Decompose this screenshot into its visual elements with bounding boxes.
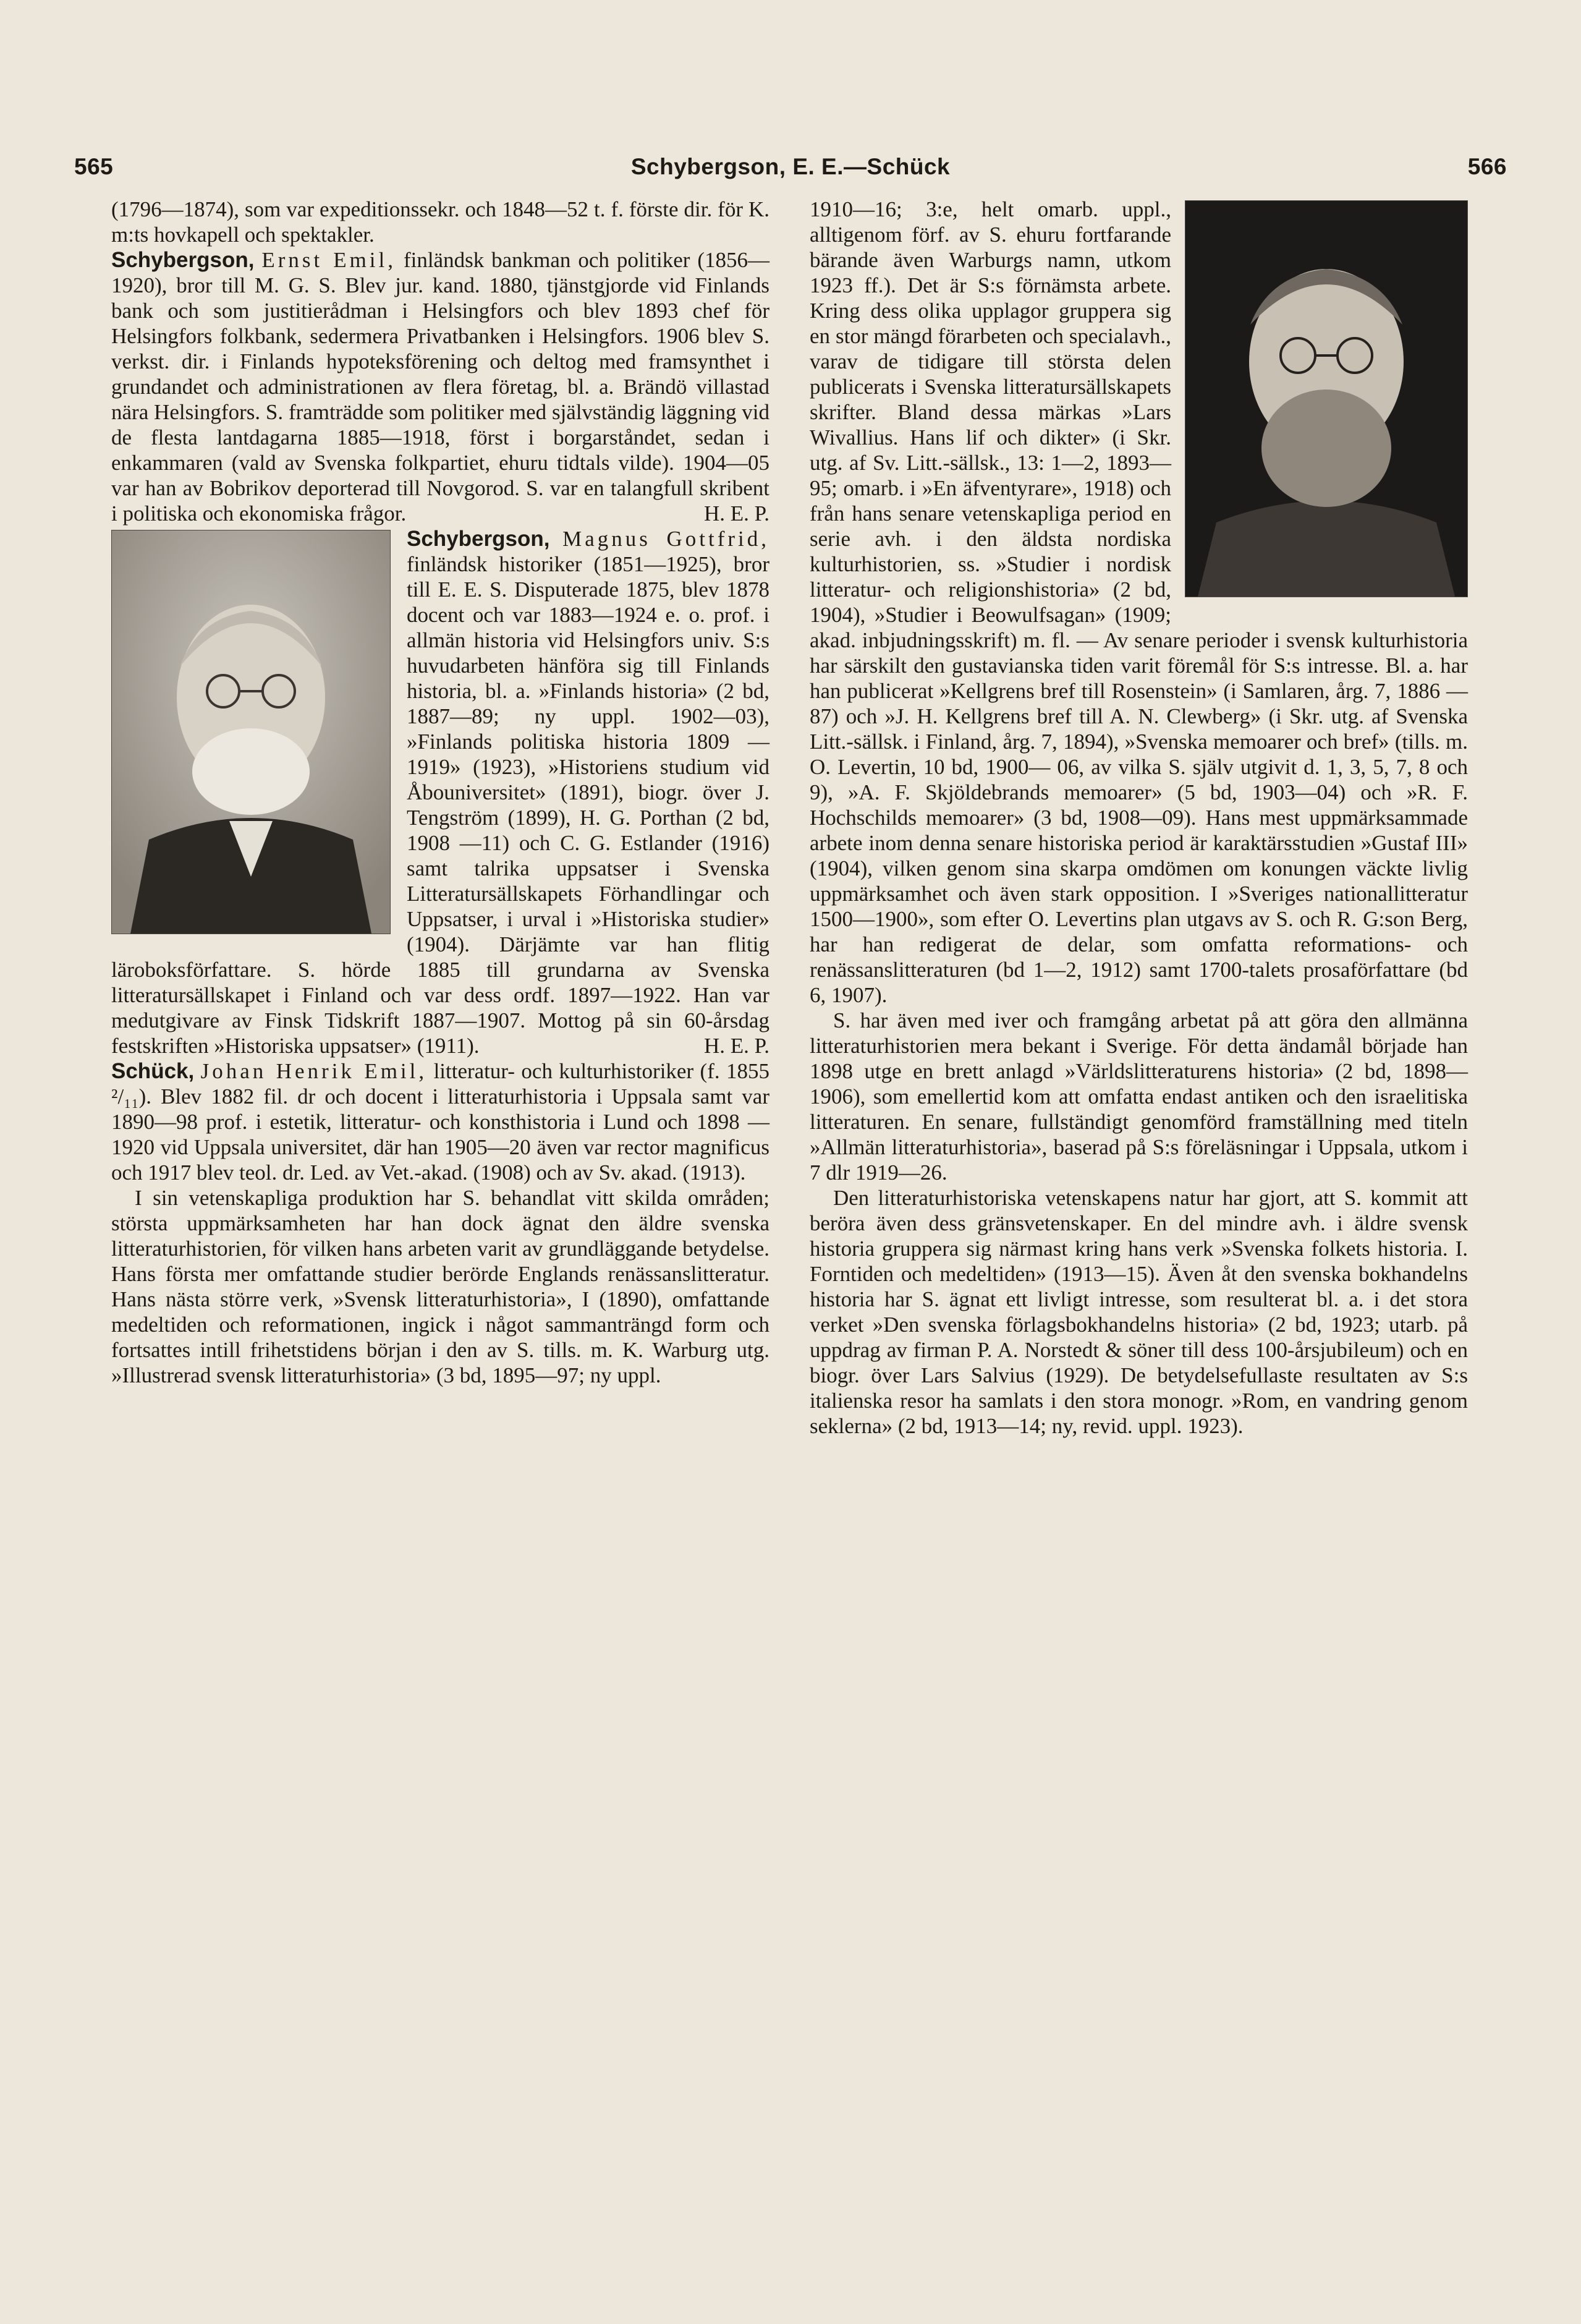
right-column [810,197,1468,1439]
paragraph: Den litteraturhistoriska vetenskapens natur har gjort, att S. kommit att beröra även dess gränsvetenskaper. En del mindre avh. i äldre svensk historia gruppera sig närmast kring hans verk »Svenska folkets historia. I. Forntiden och medeltiden» (1913—15). Även åt den svenska bokhandelns historia har S. ägnat ett livligt intresse, som resulterat bl. a. i det stora verket »Den svenska förlagsbokhandelns historia» (2 bd, 1923; utarb. på uppdrag av firman P. A. Norstedt & söner till dess 100-årsjubileum) och en biogr. över Lars Salvius (1929). De betydelsefullaste resultaten av S:s italienska resor ha samlats i den stora monogr. »Rom, en vandring genom seklerna» (2 bd, 1913—14; ny, revid. uppl. 1923). [810,1186,1468,1438]
paragraph: S. har även med iver och framgång arbetat på att göra den allmänna litteraturhistorien mera bekant i Sverige. För detta ändamål började han 1898 utge en brett anlagd »Världslitteraturens historia» (2 bd, 1898—1906), som emellertid kom att omfatta endast antiken och den israelitiska litteraturen. En senare, fullständigt genomförd framställning med titeln »Allmän litteraturhistoria», baserad på S:s föreläsningar i Uppsala, utkom i 7 dlr 1919—26. [810,1008,1468,1185]
portrait-photo-henrik-schuck [1185,200,1468,597]
entry-given-names: Johan Henrik Emil, [200,1059,428,1083]
entry-headword: Schybergson, [111,248,255,272]
continued-paragraph [810,197,1468,1008]
portrait-image [1185,201,1467,597]
running-title: Schybergson, E. E.—Schück [630,154,951,179]
author-signature: H. E. P. [704,501,769,526]
entry-ernst-emil [111,247,769,526]
entry-body: litteratur- och kulturhistoriker (f. 1855 ²/₁₁). Blev 1882 fil. dr och docent i litteraturhistoria i Uppsala samt var 1890—98 prof. i estetik, litteratur- och konsthistoria i Lund och 1898 —1920 vid Uppsala universitet, där han 1905—20 även var rector magnificus och 1917 blev teol. dr. Led. av Vet.-akad. (1908) och av Sv. akad. (1913). [111,1059,770,1185]
entry-headword: Schück, [111,1059,195,1083]
author-signature: H. E. P. [704,1034,769,1058]
paragraph-text: 1910—16; 3:e, helt omarb. uppl., alltigenom förf. av S. ehuru fortfarande bärande även Warburgs namn, utkom 1923 ff.). Det är S:s förnämsta arbete. Kring dess olika upplagor gruppera sig en stor mängd förarbeten och specialavh., varav de tidigare till största delen publicerats i Svenska litteratursällskapets skrifter. Bland dessa märkas »Lars Wivallius. Hans lif och dikter» (i Skr. utg. af Sv. Litt.-sällsk., 13: 1—2, 1893—95; omarb. i »En äfventyrare», 1918) och från hans senare vetenskapliga period en serie avh. i den äldsta nordiska kulturhistorien, ss. »Studier i nordisk litteratur- och religionshistoria» (2 bd, 1904), »Studier i Beowulfsagan» (1909; akad. inbjudningsskrift) m. fl. — Av senare perioder i svensk kulturhistoria har särskilt den gustavianska tiden varit föremål för S:s intresse. Bl. a. har han publicerat »Kellgrens bref till Rosenstein» (i Samlaren, årg. 7, 1886 —87) och »J. H. Kellgrens bref till A. N. Clewberg» (i Skr. utg. af Svenska Litt.-sällsk. i Finland, årg. 7, 1894), »Svenska memoarer och bref» (tills. m. O. Levertin, 10 bd, 1900— 06, av vilka S. själv utgivit d. 1, 3, 5, 7, 8 och 9), »A. F. Skjöldebrands memoarer» (5 bd, 1903—04) och »R. F. Hochschilds memoarer» (3 bd, 1908—09). Hans mest uppmärksammade arbete inom denna senare historiska period är karaktärsstudien »Gustaf III» (1904), vilken genom sina skarpa omdömen om konungen väckte livlig uppmärksamhet och även stark opposition. I »Sveriges nationallitteratur 1500—1900», som efter O. Levertins plan utgavs av S. och R. G:son Berg, har han redigerat de delar, som omfatta reformations- och renässanslitteraturen (bd 1—2, 1912) samt 1700-talets prosaförfattare (bd 6, 1907). [810,197,1468,1007]
entry-magnus-gottfrid [111,526,769,1058]
left-column [111,197,769,1388]
entry-body: finländsk historiker (1851—1925), bror till E. E. S. Disputerade 1875, blev 1878 docent och var 1883—1924 e. o. prof. i allmän historia vid Helsingfors univ. S:s huvudarbeten hänföra sig till Finlands historia, bl. a. »Finlands historia» (2 bd, 1887—89; ny uppl. 1902—03), »Finlands politiska historia 1809 —1919» (1923), »Historiens studium vid Åbouniversitet» (1891), biogr. över J. Tengström (1899), H. G. Porthan (2 bd, 1908 —11) och C. G. Estlander (1916) samt talrika uppsatser i Svenska Litteratursällskapets Förhandlingar och Uppsatser, i urval i »Historiska studier» (1904). Därjämte var han flitig läroboksförfattare. S. hörde 1885 till grundarna av Svenska litteratursällskapet i Finland och var dess ordf. 1897—1922. Han var medutgivare av Finsk Tidskrift 1887—1907. Mottog på sin 60-årsdag festskriften »Historiska uppsatser» (1911). [111,552,769,1058]
entry-given-names: Ernst Emil, [261,248,397,272]
running-header [74,148,1507,185]
entry-given-names: Magnus Gottfrid, [562,527,769,551]
portrait-image [112,530,390,934]
entry-body: finländsk bankman och politiker (1856—1920), bror till M. G. S. Blev jur. kand. 1880, tjänstgjorde vid Finlands bank och som justitierådman i Helsingfors och blev 1893 chef för Helsingfors folkbank, sedermera Privatbanken i Helsingfors. 1906 blev S. verkst. dir. i Finlands hypoteksförening och deltog med framsynthet i grundandet och administrationen av flera företag, bl. a. Brändö villastad nära Helsingfors. S. framträdde som politiker med självständig läggning vid de flesta lantdagarna 1885—1918, först i borgarståndet, sedan i enkammaren (vald av Svenska folkpartiet, ehuru tidtals vilde). 1904—05 var han av Bobrikov deporterad till Novgorod. S. var en talangfull skribent i politiska och ekonomiska frågor. [111,248,770,526]
continued-paragraph: (1796—1874), som var expeditionssekr. och 1848—52 t. f. förste dir. för K. m:ts hovkapell och spektakler. [111,197,769,247]
page-number-right: 566 [1467,154,1507,179]
portrait-photo-magnus-gottfrid [111,530,391,934]
entry-headword: Schybergson, [407,527,550,551]
paragraph: I sin vetenskapliga produktion har S. behandlat vitt skilda områden; största uppmärksamheten har han dock ägnat den äldre svenska litteraturhistorien, för vilken hans arbeten varit av grundläggande betydelse. Hans första mer omfattande studier berörde Englands renässanslitteratur. Hans nästa större verk, »Svensk litteraturhistoria», I (1890), omfattande medeltiden och reformationen, ingick i något sammanträngd form och fortsattes intill frihetstidens början i den av S. tills. m. K. Warburg utg. »Illustrerad svensk litteraturhistoria» (3 bd, 1895—97; ny uppl. [111,1186,769,1387]
entry-schuck [111,1058,769,1185]
page-number-left: 565 [74,154,114,179]
